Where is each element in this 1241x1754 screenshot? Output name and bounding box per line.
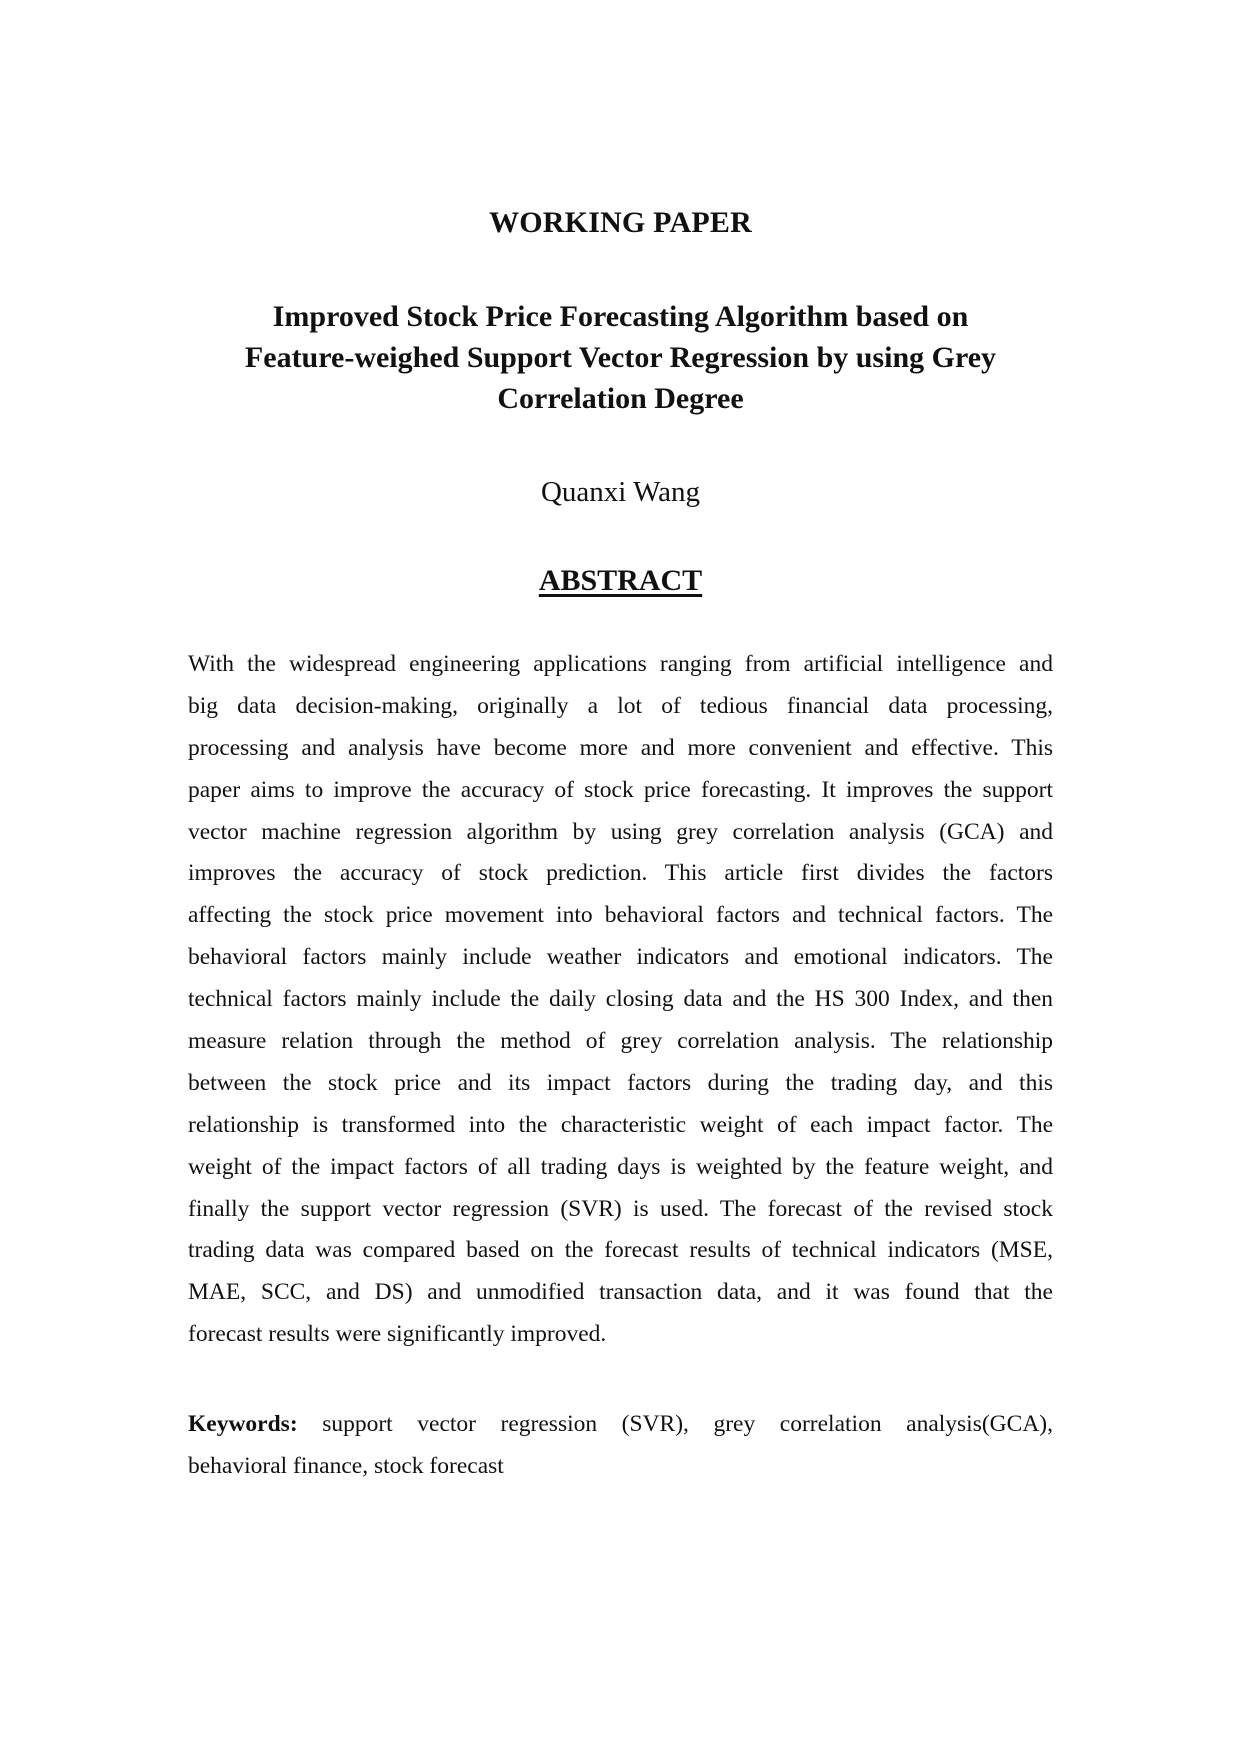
abstract-line: MAE, SCC, and DS) and unmodified transaction data, and it was found that the	[188, 1279, 1053, 1306]
abstract-line: With the widespread engineering applications ranging from artificial intelligence and	[188, 651, 1053, 677]
keywords-label: Keywords:	[188, 1411, 298, 1437]
abstract-line: behavioral factors mainly include weather indicators and emotional indicators. The	[188, 944, 1053, 971]
title-line-3: Correlation Degree	[497, 382, 744, 415]
keywords-text-1: support vector regression (SVR), grey correlation analysis(GCA),	[297, 1411, 1053, 1437]
abstract-line: measure relation through the method of grey correlation analysis. The relationship	[188, 1028, 1053, 1055]
abstract-heading: ABSTRACT	[538, 564, 703, 597]
abstract-line: big data decision-making, originally a lot of tedious financial data processing,	[188, 692, 1053, 719]
title-line-1: Improved Stock Price Forecasting Algorithm based on	[272, 300, 969, 333]
abstract-line: weight of the impact factors of all trading days is weighted by the feature weight, and	[188, 1153, 1053, 1180]
abstract-line: vector machine regression algorithm by using grey correlation analysis (GCA) and	[188, 818, 1053, 845]
working-paper-label: WORKING PAPER	[489, 206, 752, 239]
author-name: Quanxi Wang	[540, 476, 701, 508]
abstract-line: finally the support vector regression (SVR) is used. The forecast of the revised stock	[188, 1195, 1053, 1222]
keywords-line-2: behavioral finance, stock forecast	[188, 1453, 504, 1479]
keywords-line-1	[188, 1403, 1053, 1445]
abstract-line: trading data was compared based on the forecast results of technical indicators (MSE,	[188, 1237, 1053, 1264]
abstract-line: technical factors mainly include the daily closing data and the HS 300 Index, and then	[188, 986, 1053, 1013]
abstract-line: paper aims to improve the accuracy of stock price forecasting. It improves the support	[188, 776, 1053, 803]
abstract-line: processing and analysis have become more and more convenient and effective. This	[188, 734, 1053, 761]
abstract-line: improves the accuracy of stock prediction. This article first divides the factors	[188, 860, 1053, 887]
abstract-line: relationship is transformed into the characteristic weight of each impact factor. The	[188, 1111, 1053, 1138]
keywords-section	[188, 1403, 1053, 1487]
abstract-line: between the stock price and its impact factors during the trading day, and this	[188, 1069, 1053, 1096]
title-line-2: Feature-weighed Support Vector Regression by using Grey	[244, 341, 997, 374]
paper-title	[170, 296, 1071, 419]
abstract-line: affecting the stock price movement into behavioral factors and technical factors. The	[188, 902, 1053, 929]
abstract-line: forecast results were significantly improved.	[188, 1321, 607, 1348]
abstract-body	[188, 644, 1053, 1356]
